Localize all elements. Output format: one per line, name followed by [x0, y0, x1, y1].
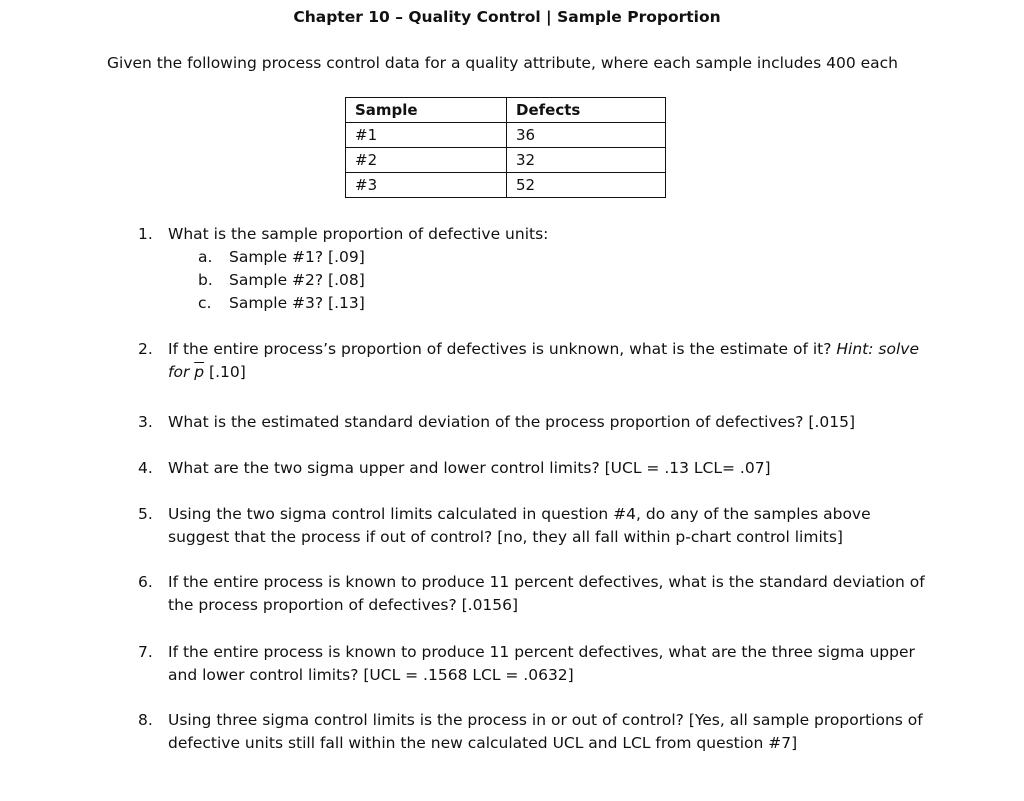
- sub-question-text: Sample #1? [.09]: [229, 248, 365, 266]
- sub-question-letter: b.: [198, 271, 213, 289]
- defects-table: [345, 97, 666, 198]
- question-number: 2.: [138, 340, 153, 358]
- page-title: Chapter 10 – Quality Control | Sample Proportion: [293, 8, 721, 26]
- question-1: [138, 223, 928, 246]
- question-number: 6.: [138, 573, 153, 591]
- table-row: [346, 123, 666, 148]
- header-sample: Sample: [346, 98, 507, 123]
- question-number: 3.: [138, 413, 153, 431]
- table-row: [346, 173, 666, 198]
- question-2: [138, 338, 928, 384]
- question-number: 8.: [138, 711, 153, 729]
- question-8: [138, 709, 928, 755]
- cell-sample: #1: [346, 123, 507, 148]
- cell-sample: #2: [346, 148, 507, 173]
- question-number: 1.: [138, 225, 153, 243]
- table-row: [346, 148, 666, 173]
- question-3: [138, 411, 928, 434]
- hint-text: Hint: solve for: [168, 340, 919, 381]
- question-5: [138, 503, 928, 549]
- sub-question-letter: a.: [198, 248, 213, 266]
- answer-text: [.10]: [209, 363, 246, 381]
- cell-defects: 36: [507, 123, 666, 148]
- question-number: 4.: [138, 459, 153, 477]
- question-text: What is the estimated standard deviation of the process proportion of defectives? [.015]: [168, 413, 856, 431]
- sub-question-letter: c.: [198, 294, 212, 312]
- sub-question-text: Sample #2? [.08]: [229, 271, 365, 289]
- table-header-row: [346, 98, 666, 123]
- question-body: If the entire process’s proportion of defectives is unknown, what is the estimate of it?: [168, 340, 832, 358]
- question-text: What are the two sigma upper and lower control limits? [UCL = .13 LCL= .07]: [168, 459, 771, 477]
- question-number: 7.: [138, 643, 153, 661]
- sub-question-text: Sample #3? [.13]: [229, 294, 365, 312]
- cell-sample: #3: [346, 173, 507, 198]
- question-text: [168, 338, 928, 384]
- question-number: 5.: [138, 505, 153, 523]
- question-6: [138, 571, 928, 617]
- question-text: If the entire process is known to produce 11 percent defectives, what are the three sigma upper and lower control limits? [UCL = .1568 LCL = .0632]: [168, 643, 915, 684]
- question-text: Using three sigma control limits is the process in or out of control? [Yes, all sample proportions of defective units still fall within the new calculated UCL and LCL from question #7]: [168, 711, 923, 752]
- question-4: [138, 457, 928, 480]
- sub-question-b: [198, 269, 365, 292]
- sub-question-c: [198, 292, 365, 315]
- question-7: [138, 641, 928, 687]
- header-defects: Defects: [507, 98, 666, 123]
- question-text: If the entire process is known to produce 11 percent defectives, what is the standard deviation of the process proportion of defectives? [.0156]: [168, 573, 925, 614]
- intro-paragraph: Given the following process control data for a quality attribute, where each sample includes 400 each: [107, 54, 898, 72]
- question-text: What is the sample proportion of defective units:: [168, 225, 549, 243]
- question-text: Using the two sigma control limits calculated in question #4, do any of the samples above suggest that the process if out of control? [no, they all fall within p-chart control limits]: [168, 505, 871, 546]
- sub-question-a: [198, 246, 365, 269]
- cell-defects: 32: [507, 148, 666, 173]
- cell-defects: 52: [507, 173, 666, 198]
- p-bar-symbol: $\overline{p}$: [194, 363, 205, 381]
